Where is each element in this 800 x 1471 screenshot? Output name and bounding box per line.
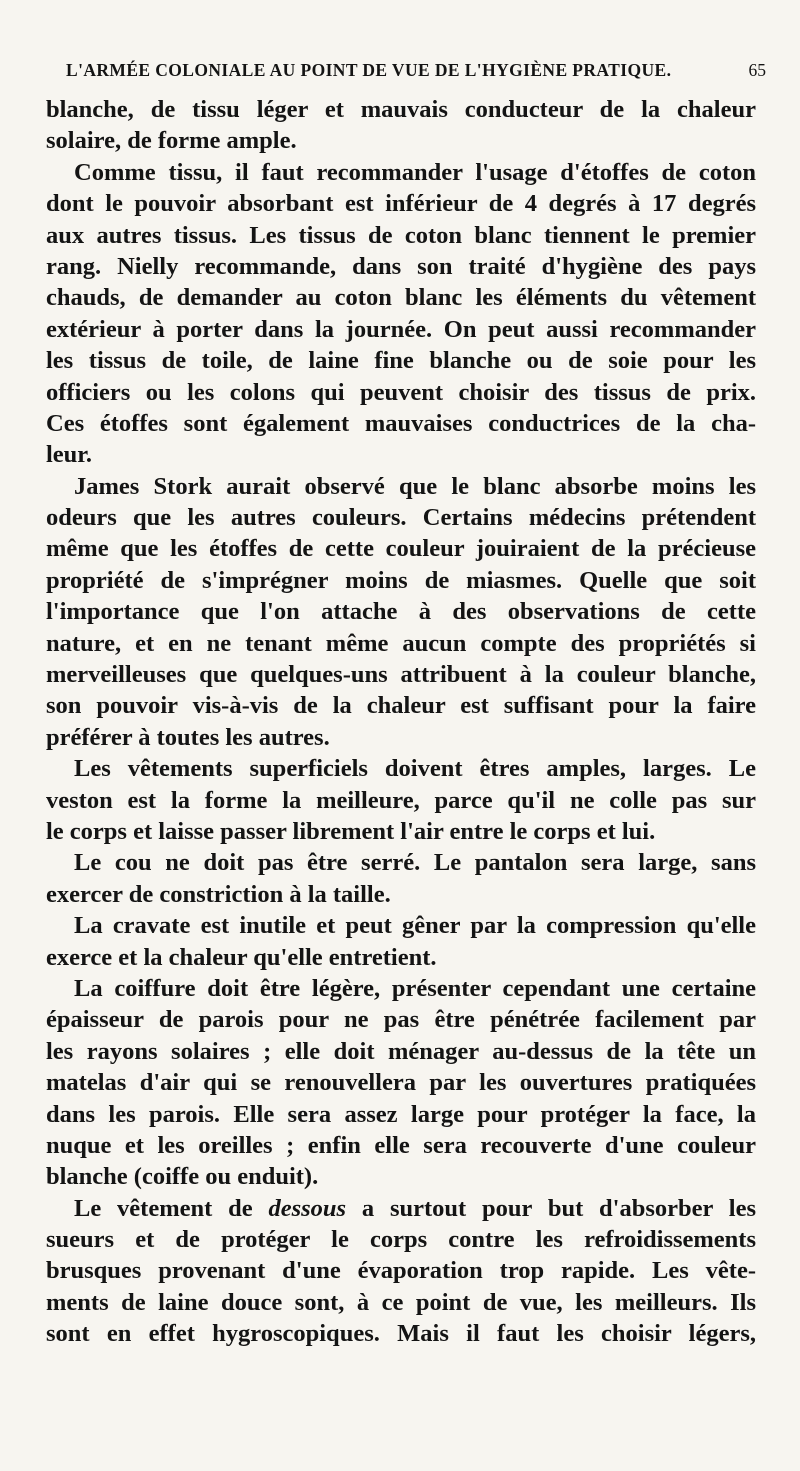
text-line: Le cou ne doit pas être serré. Le pantalon sera large, sans (74, 849, 756, 877)
text-line: les tissus de toile, de laine fine blanche ou de soie pour les (46, 347, 756, 375)
text-line: Comme tissu, il faut recommander l'usage d'étoffes de coton (74, 158, 756, 186)
text-line: sueurs et de protéger le corps contre les refroidissements (46, 1226, 756, 1254)
text-line: brusques provenant d'une évaporation trop rapide. Les vête- (46, 1257, 756, 1285)
text-line: Ces étoffes sont également mauvaises conductrices de la cha- (46, 409, 756, 437)
text-line: La coiffure doit être légère, présenter cependant une certaine (74, 974, 756, 1002)
text-line: exerce et la chaleur qu'elle entretient. (46, 943, 437, 971)
text-line: sont en effet hygroscopiques. Mais il faut les choisir légers, (46, 1320, 756, 1348)
text-line: le corps et laisse passer librement l'air entre le corps et lui. (46, 817, 656, 845)
text-line: nuque et les oreilles ; enfin elle sera recouverte d'une couleur (46, 1131, 756, 1159)
text-line: ments de laine douce sont, à ce point de vue, les meilleurs. Ils (46, 1288, 756, 1316)
text-line: même que les étoffes de cette couleur jouiraient de la précieuse (46, 535, 756, 563)
text-line: chauds, de demander au coton blanc les éléments du vêtement (46, 284, 756, 312)
text-line: rang. Nielly recommande, dans son traité d'hygiène des pays (46, 252, 756, 280)
text-line: exercer de constriction à la taille. (46, 880, 391, 908)
page-number: 65 (748, 60, 766, 80)
text-segment: Le vêtement de (74, 1194, 253, 1222)
text-line: l'importance que l'on attache à des observations de cette (46, 598, 756, 626)
text-line: blanche (coiffe ou enduit). (46, 1163, 319, 1191)
text-line: veston est la forme la meilleure, parce qu'il ne colle pas sur (46, 786, 756, 814)
text-line: solaire, de forme ample. (46, 127, 297, 155)
text-line: propriété de s'imprégner moins de miasmes. Quelle que soit (46, 566, 756, 594)
text-line-mixed (46, 1193, 756, 1224)
text-segment: a surtout pour but d'absorber les (361, 1194, 756, 1222)
text-line: dont le pouvoir absorbant est inférieur de 4 degrés à 17 degrés (46, 190, 756, 218)
text-line: extérieur à porter dans la journée. On peut aussi recommander (46, 315, 756, 343)
body-text (46, 94, 756, 1350)
text-line: dans les parois. Elle sera assez large pour protéger la face, la (46, 1100, 756, 1128)
running-header (66, 60, 766, 84)
text-line: son pouvoir vis-à-vis de la chaleur est suffisant pour la faire (46, 692, 756, 720)
text-line: La cravate est inutile et peut gêner par la compression qu'elle (74, 912, 756, 940)
text-line: matelas d'air qui se renouvellera par les ouvertures pratiquées (46, 1069, 756, 1097)
text-line: les rayons solaires ; elle doit ménager au-dessus de la tête un (46, 1037, 756, 1065)
text-line: aux autres tissus. Les tissus de coton blanc tiennent le premier (46, 221, 756, 249)
text-line: odeurs que les autres couleurs. Certains médecins prétendent (46, 504, 756, 532)
running-title: L'ARMÉE COLONIALE AU POINT DE VUE DE L'HYGIÈNE PRATIQUE. (66, 60, 672, 80)
italic-term: dessous (268, 1194, 347, 1222)
text-line: merveilleuses que quelques-uns attribuent à la couleur blanche, (46, 661, 756, 689)
text-line: préférer à toutes les autres. (46, 723, 330, 751)
text-line: Les vêtements superficiels doivent êtres amples, larges. Le (74, 755, 756, 783)
text-line: blanche, de tissu léger et mauvais conducteur de la chaleur (46, 96, 756, 123)
text-line: leur. (46, 441, 93, 469)
text-line: officiers ou les colons qui peuvent choisir des tissus de prix. (46, 378, 756, 406)
text-line: nature, et en ne tenant même aucun compte des propriétés si (46, 629, 756, 657)
text-line: James Stork aurait observé que le blanc absorbe moins les (74, 472, 756, 500)
text-line: épaisseur de parois pour ne pas être pénétrée facilement par (46, 1006, 756, 1034)
